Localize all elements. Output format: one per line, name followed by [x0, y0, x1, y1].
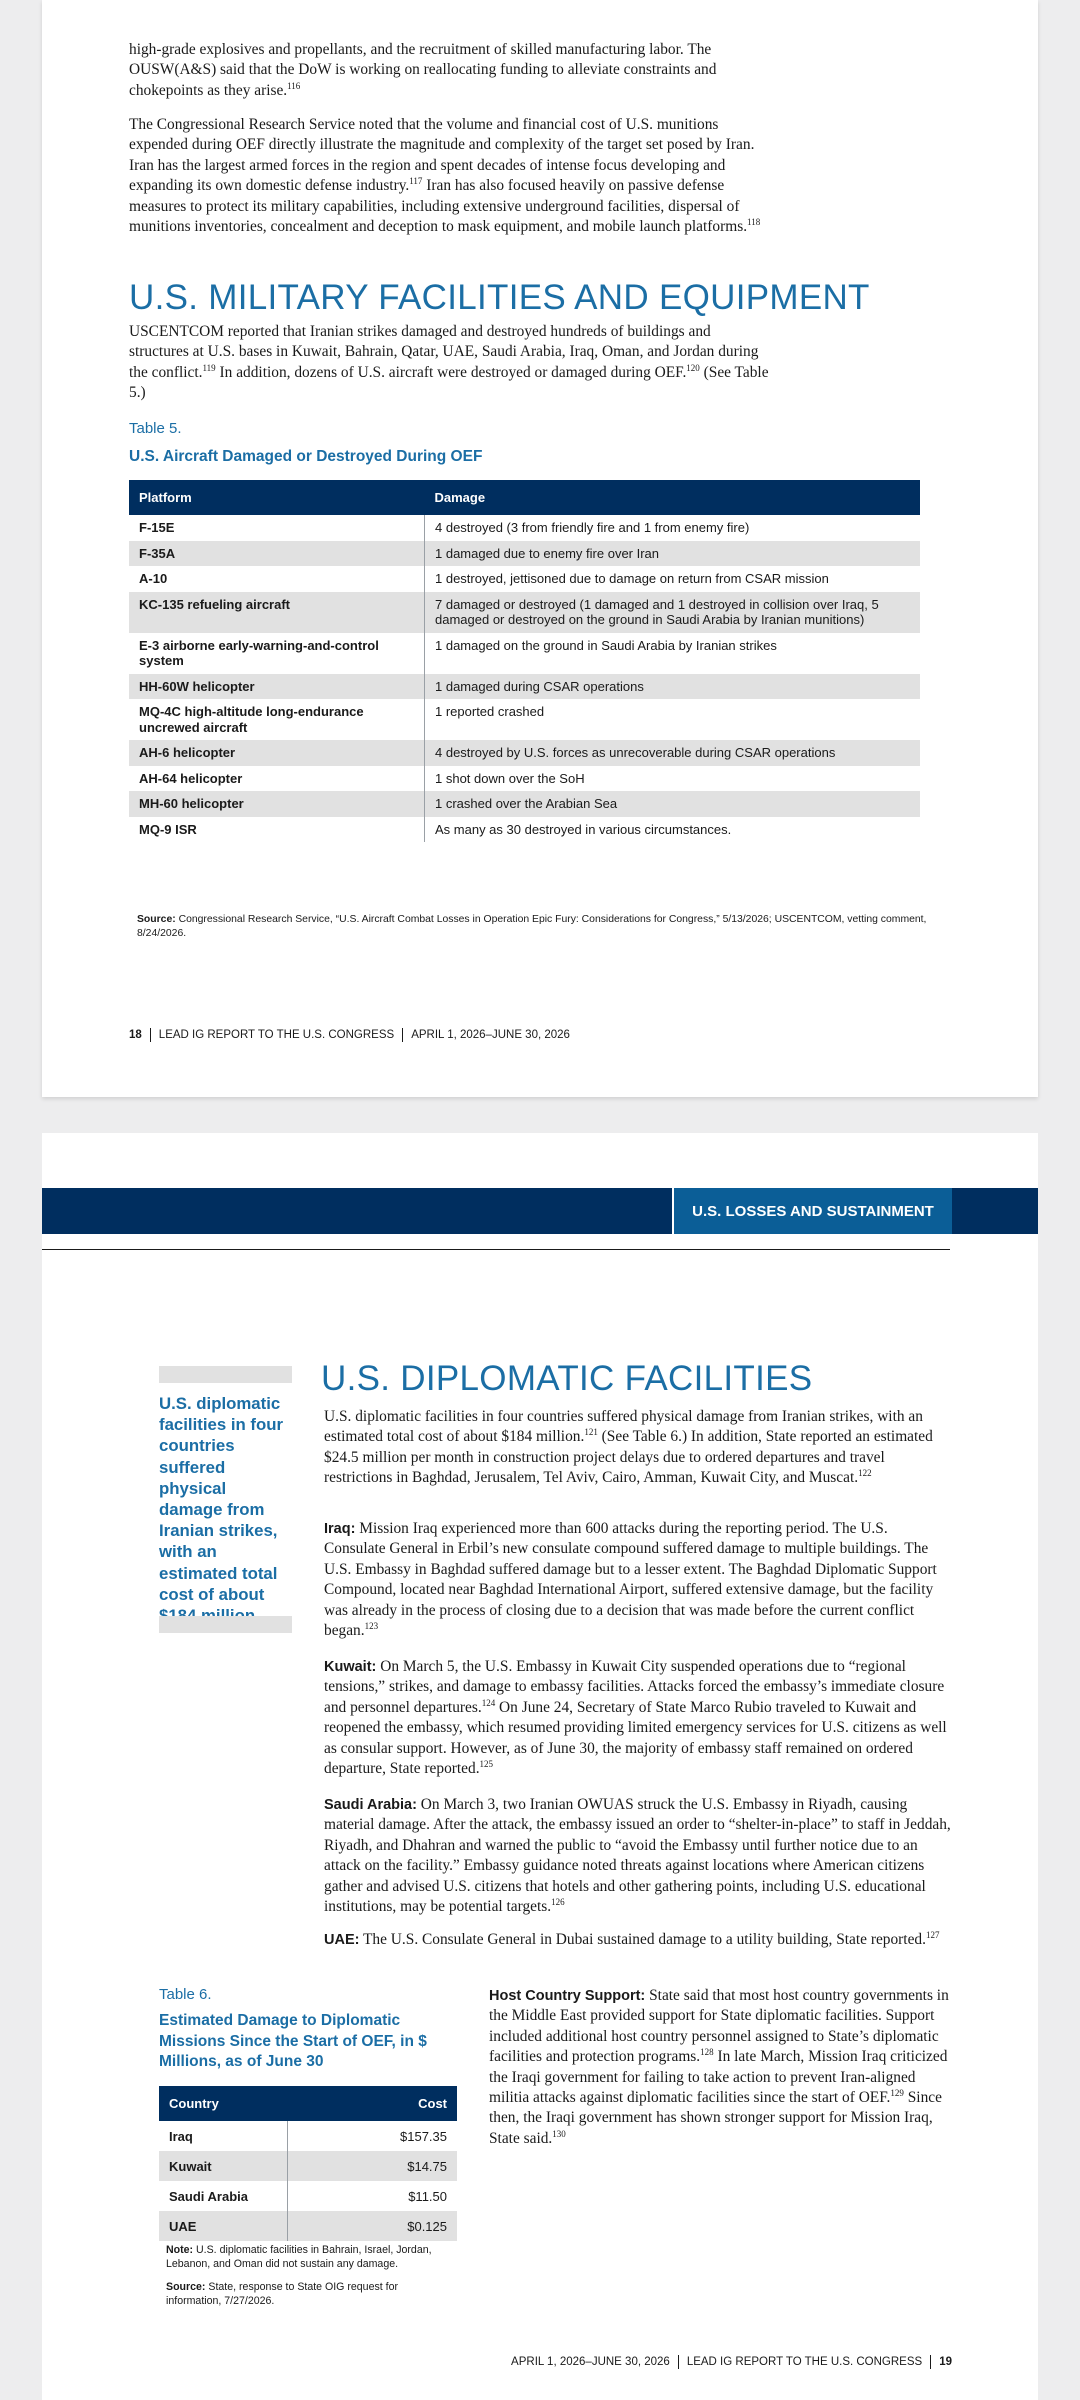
- iraq-paragraph: Iraq: Mission Iraq experienced more than 600 attacks during the reporting period. The U.S. Consulate General in Erbil’s new consulate compound suffered damage to multiple buildings. The U.S. Embassy in Baghdad suffered damage but to a lesser extent. The Baghdad Diplomatic Support Compound, located near Baghdad International Airport, suffered extensive damage, but the facility was already in the process of closing due to a decision that was made before the current conflict began.$^{123}$: [324, 1520, 937, 1640]
- table-row: [159, 2151, 457, 2181]
- footnote-ref: 121: [584, 1427, 598, 1438]
- section-heading: U.S. MILITARY FACILITIES AND EQUIPMENT: [129, 278, 870, 317]
- platform-cell: HH-60W helicopter: [129, 674, 425, 700]
- table-header-row: [129, 480, 920, 515]
- page-footer: [129, 1028, 570, 1042]
- damage-cell: 1 destroyed, jettisoned due to damage on return from CSAR mission: [435, 571, 829, 586]
- table-row: [129, 592, 920, 633]
- footer-report-title: LEAD IG REPORT TO THE U.S. CONGRESS: [686, 2356, 923, 2369]
- body-paragraph: USCENTCOM reported that Iranian strikes damaged and destroyed hundreds of buildings and structures at U.S. bases in Kuwait, Bahrain, Qatar, UAE, Saudi Arabia, Iraq, Oman, and Jordan during the conflict.$^{119}$ In addition, dozens of U.S. aircraft were destroyed or damaged during OEF.$^{120}$ (See Table 5.): [129, 323, 769, 402]
- table-source-note: Source: Congressional Research Service, “U.S. Aircraft Combat Losses in Operation Epic Fury: Considerations for Congress,” 5/13/2026; USCENTCOM, vetting comment, 8/24/2026.: [137, 914, 927, 939]
- country-cell: Kuwait: [159, 2151, 288, 2181]
- table-row: [129, 699, 920, 740]
- column-header: Country: [159, 2086, 288, 2121]
- damage-cell: As many as 30 destroyed in various circumstances.: [435, 821, 732, 837]
- damage-cell: 1 reported crashed: [435, 704, 545, 719]
- cost-cell: $14.75: [288, 2151, 458, 2181]
- report-page-18: [42, 0, 1038, 1097]
- footnote-ref: 119: [202, 362, 216, 373]
- aircraft-damage-table: [129, 480, 920, 842]
- footnote-ref: 128: [700, 2047, 714, 2058]
- table-row: [129, 740, 920, 766]
- table-title: Estimated Damage to Diplomatic Missions Since the Start of OEF, in $ Millions, as of June 30: [159, 2012, 427, 2070]
- footer-dates: APRIL 1, 2026–JUNE 30, 2026: [411, 1029, 570, 1042]
- cost-cell: $157.35: [400, 2128, 447, 2144]
- sidebar-rule-bottom: [159, 1616, 292, 1633]
- footnote-ref: 124: [481, 1697, 496, 1708]
- damage-cell: 4 destroyed by U.S. forces as unrecoverable during CSAR operations: [425, 740, 921, 766]
- footnote-ref: 127: [925, 1929, 940, 1940]
- damage-cell: 1 damaged on the ground in Saudi Arabia by Iranian strikes: [435, 637, 777, 653]
- table-number: Table 5.: [129, 420, 182, 437]
- column-header: Platform: [129, 480, 425, 515]
- damage-cell: 1 damaged during CSAR operations: [425, 674, 921, 700]
- cost-cell: $0.125: [288, 2211, 458, 2241]
- platform-cell: KC-135 refueling aircraft: [129, 592, 425, 633]
- kuwait-paragraph: Kuwait: On March 5, the U.S. Embassy in Kuwait City suspended operations due to “regional tensions,” strikes, and damage to embassy facilities. Attacks forced the embassy’s immediate closure and personnel departures.$^{124}$ On June 24, Secretary of State Marco Rubio traveled to Kuwait and reopened the embassy, which resumed providing limited emergency services for U.S. citizens as well as consular support. However, as of June 30, the majority of embassy staff remained on ordered departure, State reported.$^{125}$: [324, 1658, 947, 1778]
- platform-cell: MH-60 helicopter: [129, 791, 425, 817]
- table-row: [159, 2181, 457, 2211]
- column-header: Damage: [425, 480, 921, 515]
- table-header-row: [159, 2086, 457, 2121]
- footer-report-title: LEAD IG REPORT TO THE U.S. CONGRESS: [158, 1029, 395, 1042]
- table-row: [129, 633, 920, 674]
- table-source-note: Source: State, response to State OIG request for information, 7/27/2026.: [166, 2281, 399, 2307]
- footnote-ref: 125: [479, 1758, 494, 1769]
- footer-dates: APRIL 1, 2026–JUNE 30, 2026: [511, 2356, 670, 2369]
- body-paragraph: high-grade explosives and propellants, and the recruitment of skilled manufacturing labor. The OUSW(A&S) said that the DoW is working on reallocating funding to alleviate constraints and chokepoints as they arise.$^{116}$: [129, 41, 717, 99]
- pull-quote: U.S. diplomatic facilities in four countries suffered physical damage from Iranian strikes, with an estimated total cost of about: [159, 1394, 284, 1604]
- footnote-ref: 129: [890, 2087, 904, 2098]
- footnote-ref: 116: [287, 80, 301, 91]
- platform-cell: F-15E: [129, 515, 425, 541]
- uae-paragraph: UAE: The U.S. Consulate General in Dubai sustained damage to a utility building, State reported.$^{127}$: [324, 1929, 940, 1948]
- host-country-paragraph: Host Country Support: State said that most host country governments in the Middle East provided support for State diplomatic facilities. Support included additional host country personnel assigned to State’s diplomatic facilities and protection programs.$^{128}$ In late March, Mission Iraq criticized the Iraqi government for failing to take action to prevent Iran-aligned militia attacks against diplomatic facilities since the start of OEF.$^{129}$ Since then, the Iraqi government has shown stronger support for Mission Iraq, State said.$^{130}$: [489, 1987, 949, 2147]
- cost-cell: $11.50: [408, 2188, 447, 2204]
- sidebar-rule-top: [159, 1366, 292, 1383]
- footnote-ref: 122: [858, 1468, 872, 1479]
- platform-cell: AH-64 helicopter: [129, 766, 425, 792]
- footnote-ref: 120: [686, 362, 700, 373]
- footnote-ref: 118: [747, 216, 761, 227]
- page-number: 18: [129, 1029, 142, 1042]
- country-cell: Iraq: [159, 2121, 288, 2151]
- page-footer: [511, 2355, 952, 2369]
- footnote-ref: 117: [409, 176, 423, 187]
- damage-cell: 1 crashed over the Arabian Sea: [425, 791, 921, 817]
- table-row: [129, 766, 920, 792]
- damage-cell: 7 damaged or destroyed (1 damaged and 1 destroyed in collision over Iraq, 5 damaged or destroyed on the ground in Saudi Arabia by Iranian munitions): [425, 592, 921, 633]
- table-row: [129, 541, 920, 567]
- table-row: [129, 515, 920, 541]
- platform-cell: MQ-9 ISR: [129, 817, 425, 843]
- table-title: U.S. Aircraft Damaged or Destroyed During OEF: [129, 448, 483, 465]
- table-row: [129, 566, 920, 592]
- platform-cell: E-3 airborne early-warning-and-control system: [129, 633, 425, 674]
- table-number: Table 6.: [159, 1986, 212, 2003]
- saudi-arabia-paragraph: Saudi Arabia: On March 3, two Iranian OWUAS struck the U.S. Embassy in Riyadh, causing material damage. After the attack, the embassy issued an order to “shelter-in-place” to staff in Jeddah, Riyadh, and Dhahran and warned the public to “avoid the Embassy until further notice due to an attack on the facility.” Embassy guidance noted threats against locations where American citizens gather and advised U.S. citizens that hotels and other gathering points, including U.S. educational institutions, may be potential targets.$^{126}$: [324, 1796, 951, 1916]
- body-paragraph: The Congressional Research Service noted that the volume and financial cost of U.S. munitions expended during OEF directly illustrate the magnitude and complexity of the target set posed by Iran. Iran has the largest armed forces in the region and spent decades of intense focus developing and expanding its own domestic defense industry.$^{117}$ Iran has also focused heavily on passive defense measures to protect its military capabilities, including extensive underground facilities, dispersal of munitions inventories, concealment and deception to mask equipment, and mobile launch platforms.$^{118}$: [129, 116, 761, 236]
- platform-cell: A-10: [129, 566, 425, 592]
- footnote-ref: 130: [552, 2128, 566, 2139]
- platform-cell: MQ-4C high-altitude long-endurance uncrewed aircraft: [129, 699, 425, 740]
- table-row: [159, 2211, 457, 2241]
- table-row: [159, 2121, 457, 2151]
- footnote-ref: 123: [364, 1620, 379, 1631]
- diplomatic-damage-table: [159, 2086, 457, 2241]
- column-header: Cost: [288, 2086, 458, 2121]
- section-tab: U.S. LOSSES AND SUSTAINMENT: [672, 1188, 952, 1234]
- table-note: Note: U.S. diplomatic facilities in Bahrain, Israel, Jordan, Lebanon, and Oman did not sustain any damage.: [166, 2244, 432, 2270]
- platform-cell: AH-6 helicopter: [129, 740, 425, 766]
- footnote-ref: 126: [551, 1896, 565, 1907]
- damage-cell: 1 shot down over the SoH: [435, 770, 585, 786]
- table-row: [129, 674, 920, 700]
- header-divider: [42, 1249, 950, 1250]
- page-number: 19: [939, 2356, 952, 2369]
- damage-cell: 1 damaged due to enemy fire over Iran: [425, 541, 921, 567]
- section-heading: U.S. DIPLOMATIC FACILITIES: [321, 1359, 813, 1398]
- table-row: [129, 817, 920, 843]
- damage-cell: 4 destroyed (3 from friendly fire and 1 from enemy fire): [435, 520, 750, 535]
- body-paragraph: U.S. diplomatic facilities in four countries suffered physical damage from Iranian strikes, with an estimated total cost of about $184 million.$^{121}$ (See Table 6.) In addition, State reported an estimated $24.5 million per month in construction project delays due to ordered departures and travel restrictions in Baghdad, Jerusalem, Tel Aviv, Cairo, Amman, Kuwait City, and Muscat.$^{122}$: [324, 1408, 933, 1487]
- table-row: [129, 791, 920, 817]
- report-page-19: [42, 1133, 1038, 2400]
- country-cell: UAE: [159, 2211, 288, 2241]
- country-cell: Saudi Arabia: [159, 2181, 288, 2211]
- platform-cell: F-35A: [129, 541, 425, 567]
